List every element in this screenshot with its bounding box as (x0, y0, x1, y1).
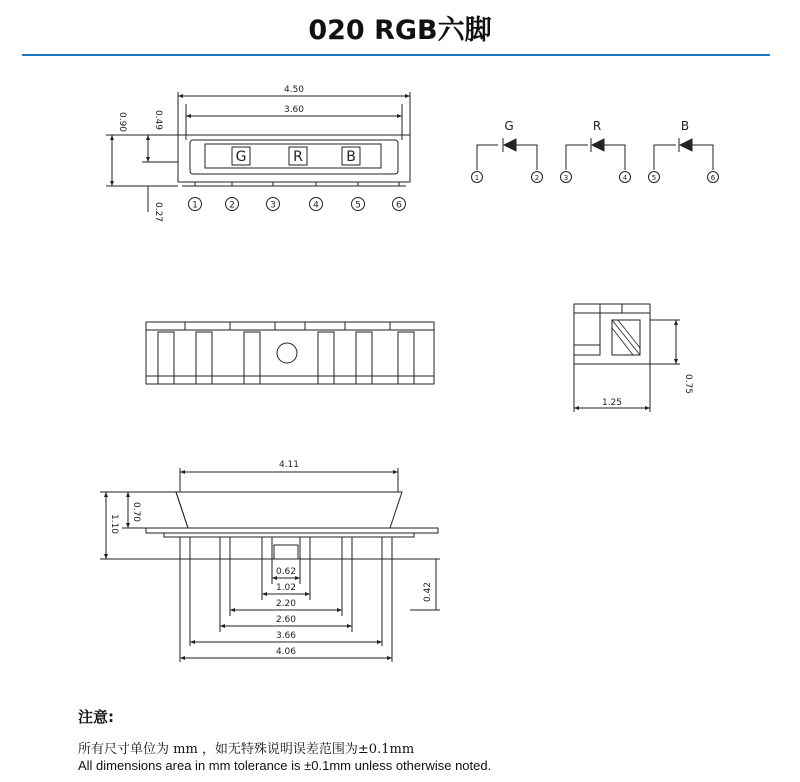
channel-label-b: B (680, 119, 690, 133)
side-view (574, 304, 680, 412)
front-view-pins (168, 537, 410, 559)
schematic-pin-5: 5 (651, 174, 657, 182)
dim-spacing-0: 0.62 (275, 567, 297, 577)
schematic-pin-6: 6 (710, 174, 716, 182)
dim-height-top: 0.49 (153, 109, 163, 131)
letter-b: B (346, 149, 356, 165)
top-view-pin-numbers (189, 198, 406, 211)
dim-spacing-3: 2.60 (275, 615, 297, 625)
notes-heading: 注意: (78, 708, 114, 726)
note-english: All dimensions area in mm tolerance is ±0.1mm unless otherwise noted. (78, 758, 492, 773)
dim-spacing-5: 4.06 (275, 647, 297, 657)
pin-label-5: 5 (355, 200, 361, 211)
dim-spacing-1: 1.02 (275, 583, 297, 593)
schematic (472, 138, 719, 183)
diode-g (477, 138, 537, 170)
schematic-pin-1: 1 (474, 174, 480, 182)
dim-width-inner: 3.60 (283, 105, 305, 115)
schematic-pin-4: 4 (622, 174, 628, 182)
dim-spacing-4: 3.66 (275, 631, 297, 641)
diode-r (566, 138, 625, 170)
dim-front-top-width: 4.11 (278, 460, 300, 470)
pin-label-3: 3 (270, 200, 276, 211)
dim-front-body-height: 0.70 (131, 501, 141, 523)
schematic-pin-3: 3 (563, 174, 569, 182)
dim-pin-length: 0.27 (153, 201, 163, 223)
pin-label-6: 6 (396, 200, 402, 211)
diode-b (654, 138, 713, 170)
dim-side-height: 0.75 (683, 373, 693, 395)
dim-height-total: 0.90 (117, 111, 127, 133)
note-chinese: 所有尺寸单位为 mm ，如无特殊说明误差范围为±0.1mm (78, 742, 415, 757)
dim-width-outer: 4.50 (283, 85, 305, 95)
top-view-pin-stubs (182, 182, 406, 186)
dim-front-total-height: 1.10 (109, 513, 119, 535)
front-view (100, 468, 440, 662)
pin-label-2: 2 (229, 200, 235, 211)
pin-label-1: 1 (192, 200, 198, 211)
letter-r: R (293, 149, 303, 165)
channel-label-r: R (592, 119, 602, 133)
dim-side-depth: 1.25 (601, 398, 623, 408)
letter-g: G (235, 149, 247, 165)
pin-label-4: 4 (313, 200, 319, 211)
schematic-pin-2: 2 (534, 174, 540, 182)
dim-front-pin-height: 0.42 (423, 581, 433, 603)
bottom-view (146, 322, 434, 384)
top-view (106, 92, 410, 212)
page-title: 020 RGB六脚 (308, 15, 492, 46)
channel-label-g: G (504, 119, 514, 133)
dim-spacing-2: 2.20 (275, 599, 297, 609)
